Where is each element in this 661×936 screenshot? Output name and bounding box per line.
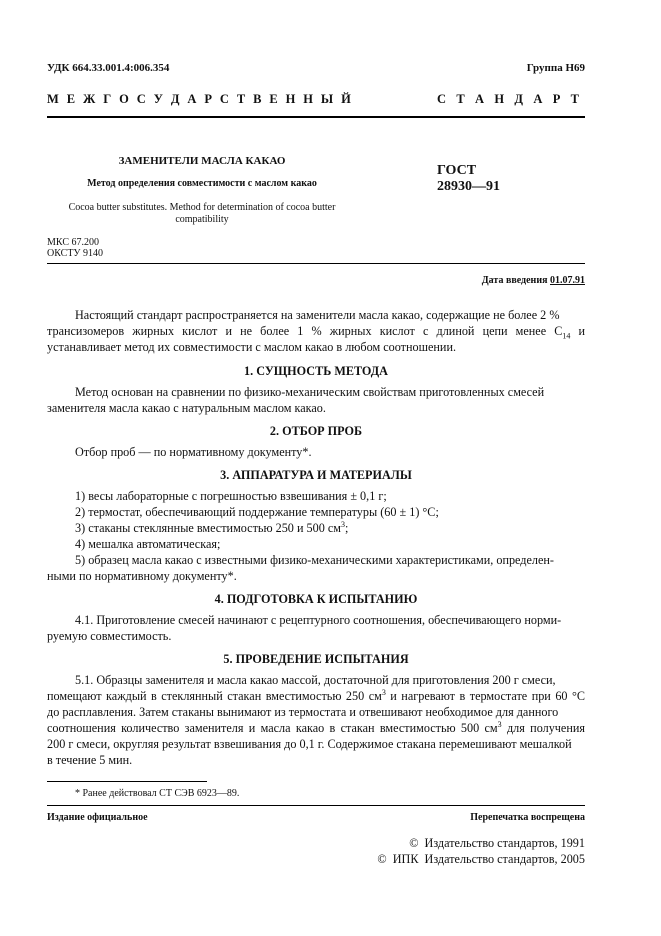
copyright-2005: © ИПК Издательство стандартов, 2005 bbox=[377, 852, 585, 866]
section-5-line4-text: соотношения количество заменителя и масла какао в стакан вместимостью 500 см bbox=[47, 721, 498, 735]
group-code: Группа Н69 bbox=[526, 62, 585, 74]
equipment-item-1: 1) весы лабораторные с погрешностью взвешивания ± 0,1 г; bbox=[75, 489, 387, 503]
equipment-item-3-sup: 3 bbox=[340, 519, 345, 529]
intro-subscript: 14 bbox=[562, 331, 571, 341]
section-5-line3: до расплавления. Затем стаканы вынимают из термостата и отвешивают необходимое для данного bbox=[47, 705, 559, 719]
section-1-heading: 1. СУЩНОСТЬ МЕТОДА bbox=[244, 364, 388, 378]
english-title-line1: Cocoa butter substitutes. Method for determination of cocoa butter bbox=[68, 202, 336, 213]
section-4-heading: 4. ПОДГОТОВКА К ИСПЫТАНИЮ bbox=[214, 592, 418, 606]
equipment-item-3-end: ; bbox=[344, 521, 349, 535]
copyright-1991: © Издательство стандартов, 1991 bbox=[409, 836, 585, 850]
equipment-item-3-text: 3) стаканы стеклянные вместимостью 250 и 500 см bbox=[75, 521, 341, 535]
okstu-code: ОКСТУ 9140 bbox=[47, 248, 104, 259]
equipment-item-5-line2: ными по нормативному документу*. bbox=[47, 569, 237, 583]
footnote-text: * Ранее действовал СТ СЭВ 6923—89. bbox=[75, 788, 240, 799]
header-rule bbox=[47, 116, 585, 118]
section-4-line2: руемую совместимость. bbox=[47, 629, 172, 643]
section-1-line1: Метод основан на сравнении по физико-механическим свойствам приготовленных смесей bbox=[75, 385, 545, 399]
section-3-heading: 3. АППАРАТУРА И МАТЕРИАЛЫ bbox=[220, 468, 412, 482]
intro-line2-end: и bbox=[570, 324, 585, 338]
official-edition: Издание официальное bbox=[47, 812, 148, 823]
intro-line3: устанавливает метод их совместимости с маслом какао в любом соотношении. bbox=[47, 340, 457, 354]
section-5-line2-sup: 3 bbox=[381, 687, 386, 697]
standard-word: С Т А Н Д А Р Т bbox=[437, 92, 583, 106]
section-5-line2 bbox=[47, 688, 585, 704]
title-rule bbox=[47, 263, 585, 264]
gost-label: ГОСТ bbox=[437, 163, 477, 178]
udk-code: УДК 664.33.001.4:006.354 bbox=[47, 62, 170, 74]
section-2-heading: 2. ОТБОР ПРОБ bbox=[269, 424, 363, 438]
footnote-rule bbox=[47, 781, 207, 782]
section-5-heading: 5. ПРОВЕДЕНИЕ ИСПЫТАНИЯ bbox=[223, 652, 409, 666]
section-5-line2-text: помещают каждый в стеклянный стакан вместимостью 250 см bbox=[47, 689, 382, 703]
reprint-prohibited: Перепечатка воспрещена bbox=[470, 812, 585, 823]
section-5-line1: 5.1. Образцы заменителя и масла какао массой, достаточной для приготовления 200 г смеси, bbox=[75, 673, 556, 687]
equipment-item-5-line1: 5) образец масла какао с известными физико-механическими характеристиками, определен- bbox=[75, 553, 554, 567]
interstate-word: М Е Ж Г О С У Д А Р С Т В Е Н Н Ы Й bbox=[47, 92, 354, 106]
introduction-date bbox=[482, 275, 585, 286]
document-subtitle: Метод определения совместимости с маслом какао bbox=[87, 178, 317, 189]
mks-code: МКС 67.200 bbox=[47, 237, 99, 248]
equipment-item-3 bbox=[75, 520, 585, 536]
intro-line1: Настоящий стандарт распространяется на заменители масла какао, содержащие не более 2 % bbox=[75, 308, 560, 322]
section-5-line4-sup: 3 bbox=[497, 719, 502, 729]
equipment-item-2: 2) термостат, обеспечивающий поддержание температуры (60 ± 1) °С; bbox=[75, 505, 439, 519]
section-5-line4-end: для получения bbox=[501, 721, 585, 735]
section-1-line2: заменителя масла какао с натуральным маслом какао. bbox=[47, 401, 326, 415]
document-title: ЗАМЕНИТЕЛИ МАСЛА КАКАО bbox=[118, 155, 286, 167]
section-5-line4 bbox=[47, 720, 585, 736]
intro-line2-text: трансизомеров жирных кислот и не более 1 % жирных кислот с длиной цепи менее С bbox=[47, 324, 563, 338]
gost-number: 28930—91 bbox=[437, 179, 500, 194]
section-5-line6: в течение 5 мин. bbox=[47, 753, 133, 767]
introduction-date-label: Дата введения bbox=[481, 275, 548, 286]
section-4-line1: 4.1. Приготовление смесей начинают с рецептурного соотношения, обеспечивающего норми- bbox=[75, 613, 562, 627]
footer-rule bbox=[47, 805, 585, 806]
equipment-item-4: 4) мешалка автоматическая; bbox=[75, 537, 221, 551]
section-5-line2-end: и нагревают в термостате при 60 °С bbox=[385, 689, 585, 703]
intro-line2 bbox=[47, 323, 585, 339]
english-title-line2: compatibility bbox=[175, 214, 229, 225]
section-2-text: Отбор проб — по нормативному документу*. bbox=[75, 445, 312, 459]
introduction-date-value: 01.07.91 bbox=[550, 275, 585, 286]
section-5-line5: 200 г смеси, округляя результат взвешивания до 0,1 г. Содержимое стакана перемешивают мешалкой bbox=[47, 737, 572, 751]
